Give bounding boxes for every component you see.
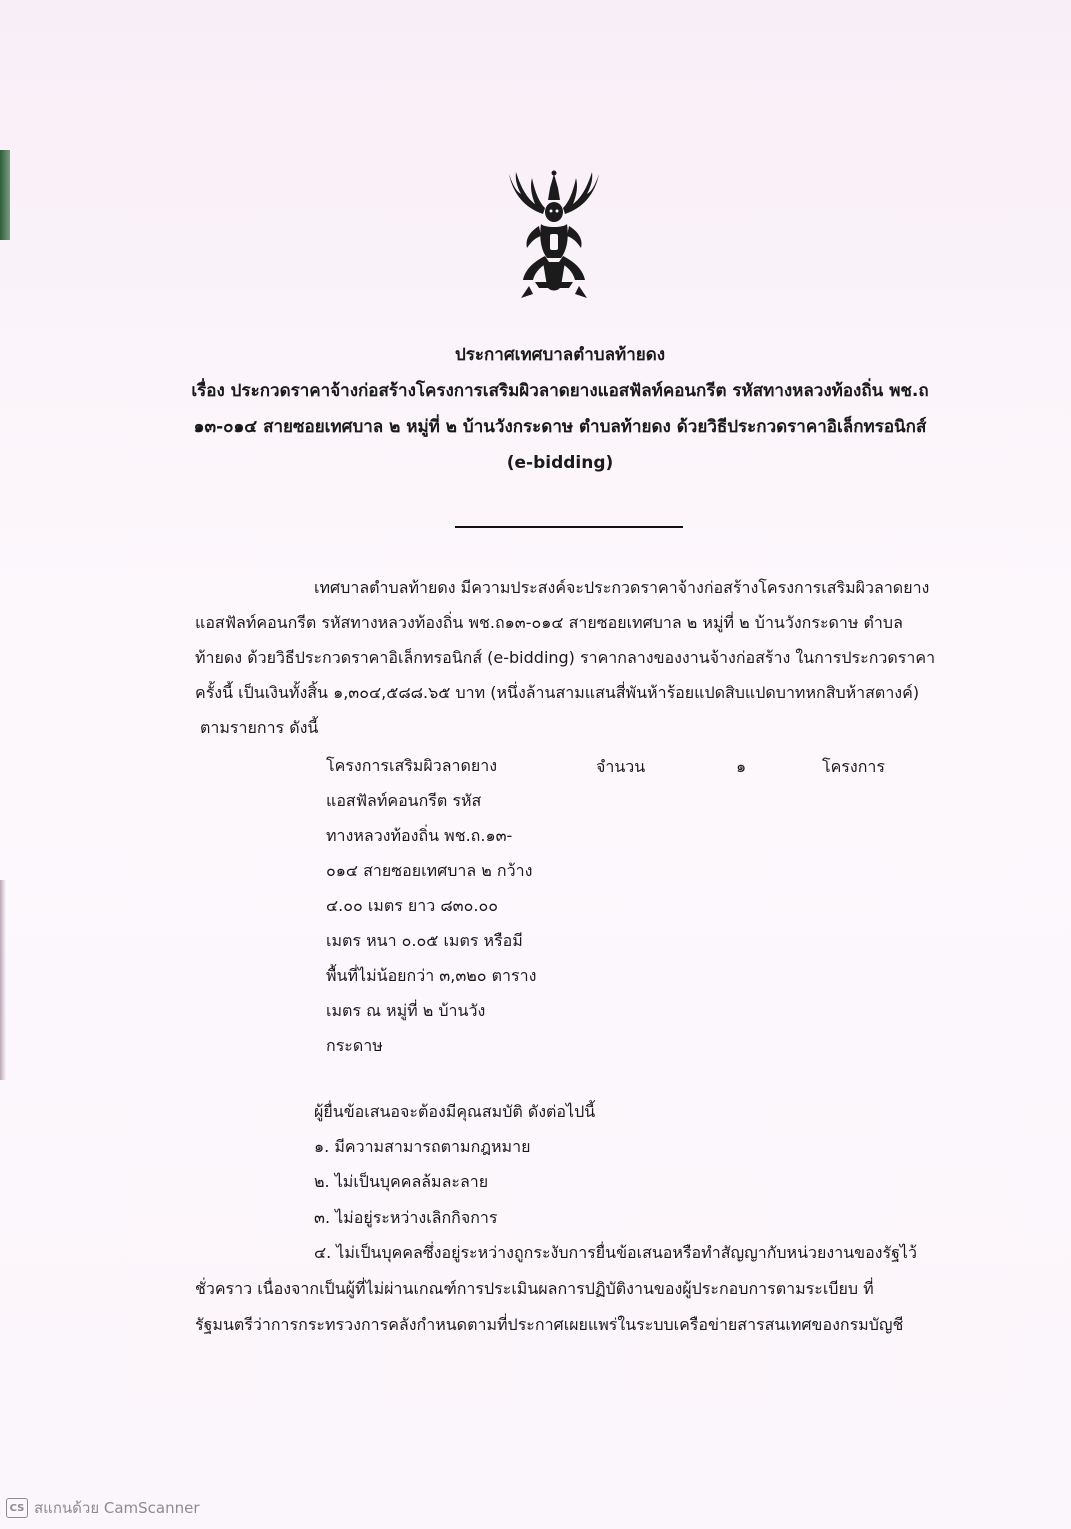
intro-line-5: ตามรายการ ดังนี้ [200, 718, 319, 737]
title-divider [455, 526, 683, 528]
item-desc-line-2: แอสฟัลท์คอนกรีต รหัส [326, 791, 482, 810]
garuda-emblem-icon [503, 168, 605, 300]
camscanner-watermark [6, 1497, 200, 1519]
item-desc-line-9: กระดาษ [326, 1036, 383, 1055]
intro-line-4: ครั้งนี้ เป็นเงินทั้งสิ้น ๑,๓๐๔,๕๘๘.๖๕ บาท (หนึ่งล้านสามแสนสี่พันห้าร้อยแปดสิบแปดบาทหกสิบห้าสตางค์) [195, 683, 920, 702]
qualification-3: ๓. ไม่อยู่ระหว่างเลิกกิจการ [314, 1208, 498, 1227]
intro-line-1: เทศบาลตำบลท้ายดง มีความประสงค์จะประกวดราคาจ้างก่อสร้างโครงการเสริมผิวลาดยาง [314, 578, 930, 597]
item-description [326, 748, 586, 1063]
scan-edge-artifact [0, 150, 10, 240]
item-unit: โครงการ [822, 757, 885, 776]
item-quantity-label: จำนวน [596, 757, 646, 776]
subject-line-1: เรื่อง ประกวดราคาจ้างก่อสร้างโครงการเสริมผิวลาดยางแอสฟัลท์คอนกรีต รหัสทางหลวงท้องถิ่น พช.ถ [191, 381, 929, 401]
intro-line-2: แอสฟัลท์คอนกรีต รหัสทางหลวงท้องถิ่น พช.ถ๑๓-๐๑๔ สายซอยเทศบาล ๒ หมู่ที่ ๒ บ้านวังกระดาษ ตำบล [195, 613, 903, 632]
announcement-title: ประกาศเทศบาลตำบลท้ายดง [454, 345, 666, 365]
item-desc-line-7: พื้นที่ไม่น้อยกว่า ๓,๓๒๐ ตาราง [326, 966, 537, 985]
camscanner-text: สแกนด้วย CamScanner [34, 1499, 200, 1517]
item-desc-line-1: โครงการเสริมผิวลาดยาง [326, 756, 498, 775]
subject-line-2: ๑๓-๐๑๔ สายซอยเทศบาล ๒ หมู่ที่ ๒ บ้านวังกระดาษ ตำบลท้ายดง ด้วยวิธีประกวดราคาอิเล็กทรอนิกส์ [193, 417, 927, 437]
camscanner-badge-icon: CS [6, 1498, 28, 1518]
subject-line-3: (e-bidding) [506, 453, 614, 473]
item-desc-line-8: เมตร ณ หมู่ที่ ๒ บ้านวัง [326, 1001, 486, 1020]
scan-edge-shadow [0, 880, 6, 1080]
item-desc-line-5: ๔.๐๐ เมตร ยาว ๘๓๐.๐๐ [326, 896, 498, 915]
item-quantity: ๑ [736, 757, 747, 776]
item-desc-line-4: ๐๑๔ สายซอยเทศบาล ๒ กว้าง [326, 861, 533, 880]
qualification-1: ๑. มีความสามารถตามกฎหมาย [314, 1137, 531, 1156]
item-desc-line-6: เมตร หนา ๐.๐๕ เมตร หรือมี [326, 931, 523, 950]
qualification-4-line-3: รัฐมนตรีว่าการกระทรวงการคลังกำหนดตามที่ประกาศเผยแพร่ในระบบเครือข่ายสารสนเทศของกรมบัญชี [195, 1315, 904, 1334]
intro-line-3: ท้ายดง ด้วยวิธีประกวดราคาอิเล็กทรอนิกส์ (e-bidding) ราคากลางของงานจ้างก่อสร้าง ในการประกวดราคา [195, 648, 936, 667]
qualification-2: ๒. ไม่เป็นบุคคลล้มละลาย [314, 1172, 489, 1191]
item-desc-line-3: ทางหลวงท้องถิ่น พช.ถ.๑๓- [326, 826, 513, 845]
qualification-4-line-1: ๔. ไม่เป็นบุคคลซึ่งอยู่ระหว่างถูกระงับการยื่นข้อเสนอหรือทำสัญญากับหน่วยงานของรัฐไว้ [314, 1243, 917, 1262]
qualification-4-line-2: ชั่วคราว เนื่องจากเป็นผู้ที่ไม่ผ่านเกณฑ์การประเมินผลการปฏิบัติงานของผู้ประกอบการตามระเบียบ ที่ [195, 1279, 874, 1298]
qualifications-heading: ผู้ยื่นข้อเสนอจะต้องมีคุณสมบัติ ดังต่อไปนี้ [314, 1102, 596, 1121]
